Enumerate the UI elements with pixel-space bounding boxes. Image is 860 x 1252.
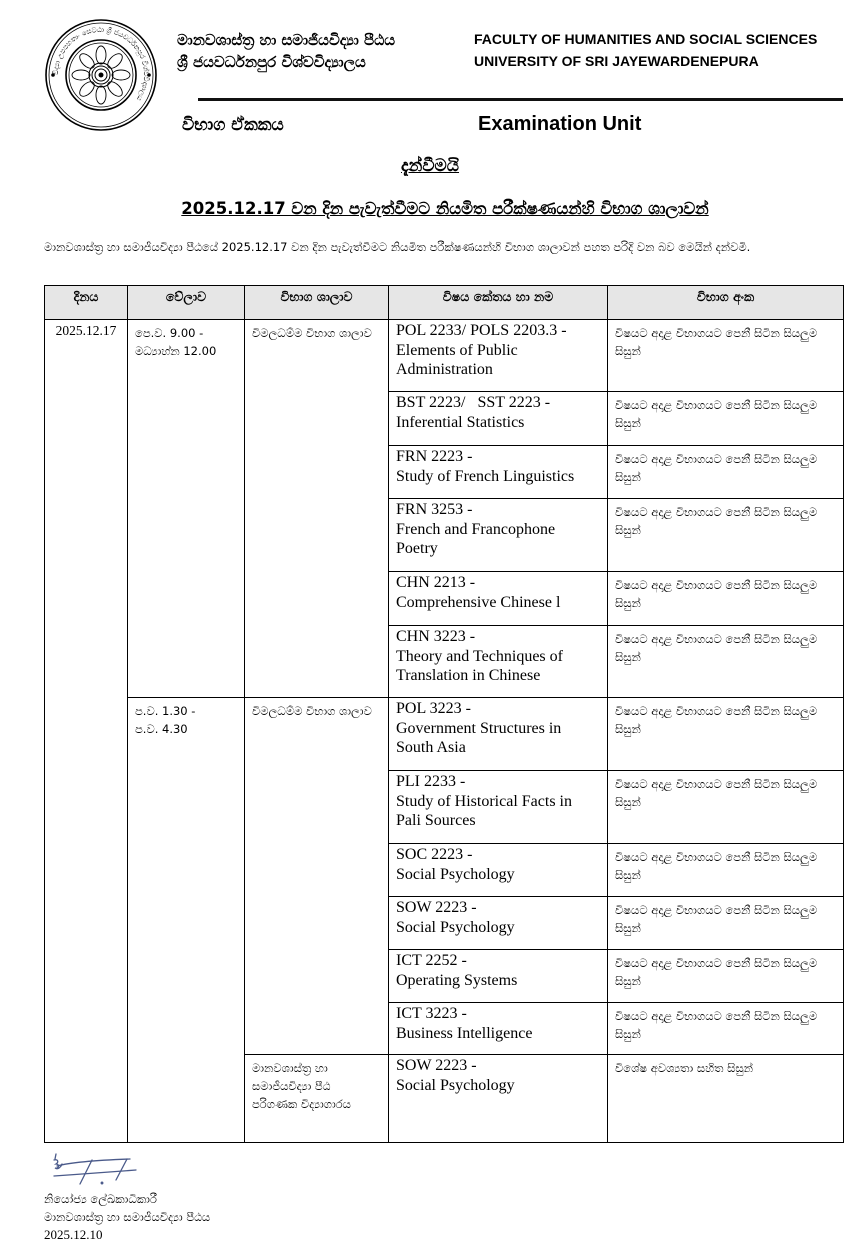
- exam-halls-table: [44, 285, 844, 1143]
- candidates-cell: විෂයට අදාළ විභාගයට පෙනී සිටින සියලුම සිසුන්: [608, 1003, 844, 1055]
- notice-intro: මානවශාස්ත්‍ර හා සමාජීයවිද්‍යා පීඨයේ 2025.12.17 වන දින පැවැත්වීමට නියමිත පරීක්ෂණයන්හි විභාග ශාලාවන් පහත පරිදි වන බව මෙයින් දන්වමි.: [44, 240, 751, 254]
- subject-name: Study of French Linguistics: [396, 467, 575, 485]
- table-row: [45, 320, 844, 392]
- candidates-cell: විෂයට අදාළ විභාගයට පෙනී සිටින සියලුම සිසුන්: [608, 499, 844, 572]
- university-seal-logo: [44, 18, 158, 132]
- subject-cell: [389, 698, 608, 771]
- candidates-cell: විෂයට අදාළ විභාගයට පෙනී සිටින සියලුම සිසුන්: [608, 844, 844, 897]
- candidates-cell: විෂයට අදාළ විභාගයට පෙනී සිටින සියලුම සිසුන්: [608, 950, 844, 1003]
- col-header-date: දිනය: [45, 286, 128, 320]
- subject-code: ICT 3223 -: [396, 1005, 467, 1022]
- hall-cell: විමලධම්ම විභාග ශාලාව: [245, 698, 389, 1055]
- header-divider: [198, 98, 843, 101]
- subject-cell: [389, 499, 608, 572]
- time-cell: [128, 698, 245, 1143]
- notice-heading: දැන්වීමයි: [400, 156, 460, 176]
- subject-code: SOC 2223 -: [396, 846, 473, 863]
- hall-cell: විමලධම්ම විභාග ශාලාව: [245, 320, 389, 698]
- subject-code: SOW 2223 -: [396, 1057, 477, 1074]
- subject-name: Business Intelligence: [396, 1024, 533, 1042]
- university-name-en: UNIVERSITY OF SRI JAYEWARDENEPURA: [474, 53, 759, 69]
- subject-code: CHN 2213 -: [396, 574, 476, 591]
- subject-cell: [389, 320, 608, 392]
- subject-name: Operating Systems: [396, 971, 518, 989]
- faculty-name-en: FACULTY OF HUMANITIES AND SOCIAL SCIENCES: [474, 31, 818, 47]
- time-end: ප.ව. 4.30: [135, 722, 188, 736]
- candidates-cell: විෂයට අදාළ විභාගයට පෙනී සිටින සියලුම සිසුන්: [608, 392, 844, 446]
- col-header-hall: විභාග ශාලාව: [245, 286, 389, 320]
- subject-name: Theory and Techniques of Translation in Chinese: [396, 647, 563, 684]
- seal-text: විද්‍යා උපපහතාං සෙට්ඨා ශ්‍රී ජයවර්ධනපුර විශ්වවිද්‍යාලය: [51, 25, 151, 103]
- subject-code: PLI 2233 -: [396, 773, 466, 790]
- candidates-cell: විෂයට අදාළ විභාගයට පෙනී සිටින සියලුම සිසුන්: [608, 698, 844, 771]
- candidates-cell: විෂයට අදාළ විභාගයට පෙනී සිටින සියලුම සිසුන්: [608, 771, 844, 844]
- subject-name: Social Psychology: [396, 918, 515, 936]
- subject-name: Social Psychology: [396, 865, 515, 883]
- subject-cell: [389, 392, 608, 446]
- subject-name: Social Psychology: [396, 1076, 515, 1094]
- subject-code: FRN 3253 -: [396, 501, 473, 518]
- subject-cell: [389, 446, 608, 499]
- subject-cell: [389, 844, 608, 897]
- col-header-candidates: විභාග අංක: [608, 286, 844, 320]
- time-start: ප.ව. 1.30 -: [135, 704, 196, 718]
- subject-code: BST 2223/ SST 2223 -: [396, 394, 551, 411]
- time-cell: [128, 320, 245, 698]
- table-header-row: [45, 286, 844, 320]
- subject-code: POL 2233/ POLS 2203.3 -: [396, 322, 567, 339]
- candidates-cell: විෂයට අදාළ විභාගයට පෙනී සිටින සියලුම සිසුන්: [608, 897, 844, 950]
- subject-code: SOW 2223 -: [396, 899, 477, 916]
- subject-cell: [389, 626, 608, 698]
- subject-name: Comprehensive Chinese l: [396, 593, 561, 611]
- candidates-cell: විෂයට අදාළ විභාගයට පෙනී සිටින සියලුම සිසුන්: [608, 572, 844, 626]
- candidates-cell: විෂයට අදාළ විභාගයට පෙනී සිටින සියලුම සිසුන්: [608, 446, 844, 499]
- hall-cell: මානවශාස්ත්‍ර හා සමාජීයවිද්‍යා පීඨ පරිගණක විද්‍යාගාරය: [245, 1055, 389, 1143]
- subject-code: ICT 2252 -: [396, 952, 467, 969]
- table-row: [45, 698, 844, 771]
- signatory-designation: නියෝජ්‍ය ලේඛකාධිකාරී: [44, 1192, 157, 1206]
- subject-name: Elements of Public Administration: [396, 341, 518, 378]
- candidates-cell: විෂයට අදාළ විභාගයට පෙනී සිටින සියලුම සිසුන්: [608, 320, 844, 392]
- subject-code: FRN 2223 -: [396, 448, 473, 465]
- time-end: මධ්‍යාහ්න 12.00: [135, 344, 217, 358]
- subject-code: POL 3223 -: [396, 700, 471, 717]
- footer-signatory: [44, 1190, 210, 1244]
- faculty-name-si: මානවශාස්ත්‍ර හා සමාජීයවිද්‍යා පීඨය: [177, 31, 396, 49]
- date-cell: 2025.12.17: [45, 320, 128, 1143]
- notice-title: 2025.12.17 වන දින පැවැත්වීමට නියමිත පරීක්ෂණයන්හි විභාග ශාලාවන්: [181, 199, 709, 218]
- subject-cell: [389, 1003, 608, 1055]
- subject-name: Government Structures in South Asia: [396, 719, 562, 756]
- subject-code: CHN 3223 -: [396, 628, 476, 645]
- candidates-cell: විශේෂ අවශ්‍යතා සහිත සිසුන්: [608, 1055, 844, 1143]
- exam-unit-si: විභාග ඒකකය: [182, 115, 284, 135]
- subject-cell: [389, 572, 608, 626]
- subject-cell: [389, 1055, 608, 1143]
- col-header-subject: විෂය කේතය හා නම: [389, 286, 608, 320]
- notice-date: 2025.12.10: [44, 1227, 103, 1242]
- subject-cell: [389, 771, 608, 844]
- subject-cell: [389, 950, 608, 1003]
- candidates-cell: විෂයට අදාළ විභාගයට පෙනී සිටින සියලුම සිසුන්: [608, 626, 844, 698]
- subject-name: French and Francophone Poetry: [396, 520, 556, 557]
- signatory-faculty: මානවශාස්ත්‍ර හා සමාජීයවිද්‍යා පීඨය: [44, 1210, 211, 1224]
- time-start: පෙ.ව. 9.00 -: [135, 326, 204, 340]
- university-name-si: ශ්‍රී ජයවර්ධනපුර විශ්වවිද්‍යාලය: [177, 53, 366, 71]
- exam-unit-en: Examination Unit: [478, 113, 642, 135]
- signature: [52, 1150, 138, 1188]
- col-header-time: වේලාව: [128, 286, 245, 320]
- subject-name: Inferential Statistics: [396, 413, 525, 431]
- subject-cell: [389, 897, 608, 950]
- subject-name: Study of Historical Facts in Pali Sources: [396, 792, 572, 829]
